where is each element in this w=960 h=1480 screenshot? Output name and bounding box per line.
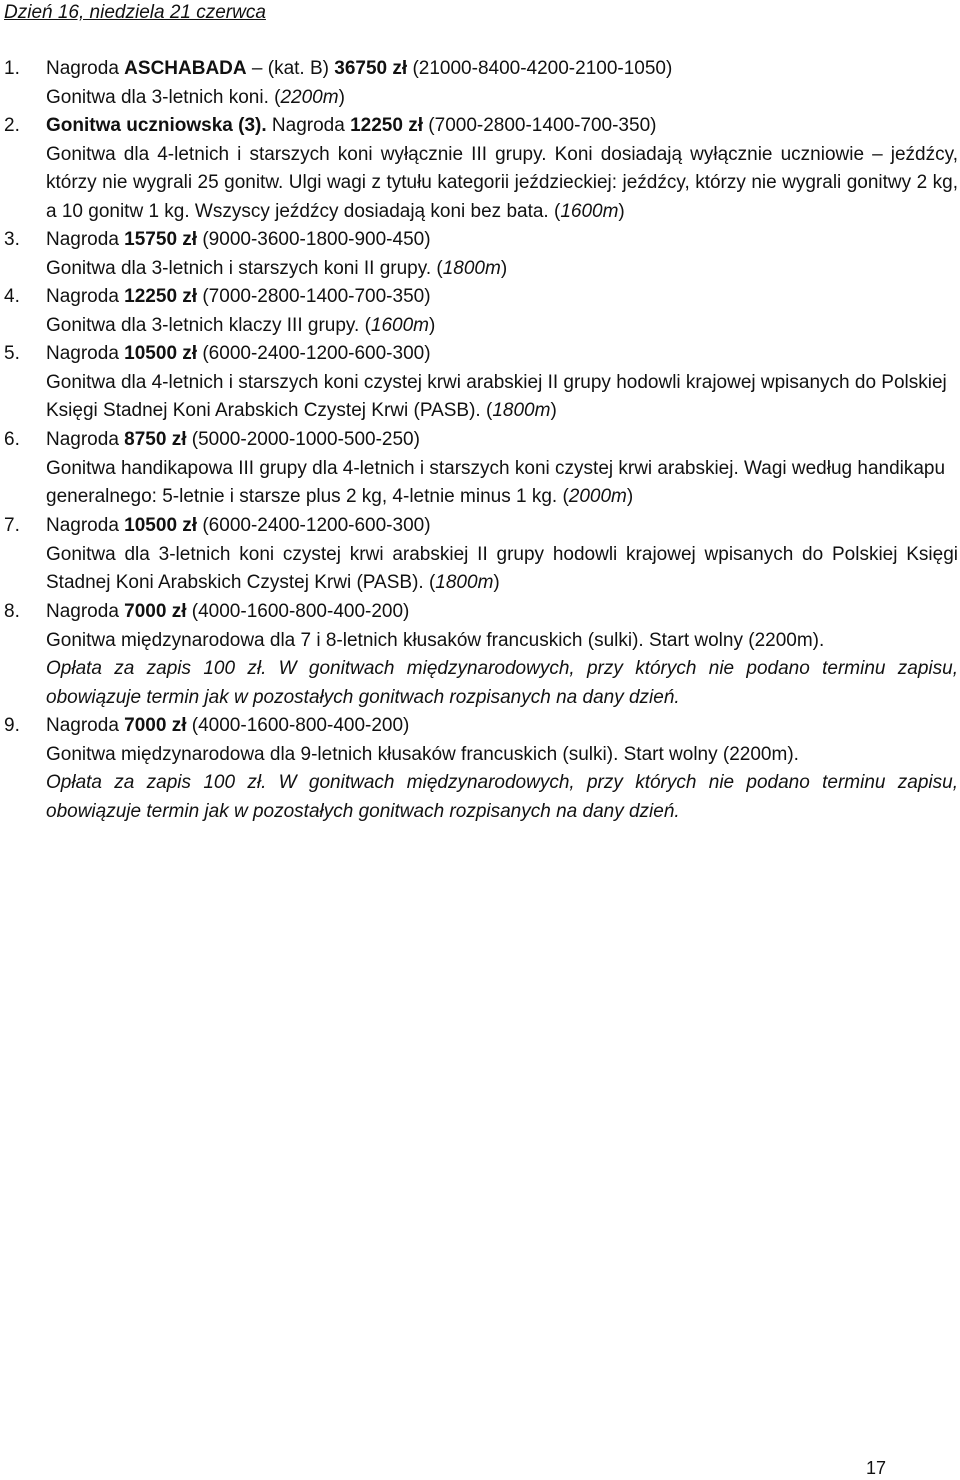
prize-split: (6000-2400-1200-600-300) [197, 515, 431, 536]
race-prize-line: Nagroda 8750 zł (5000-2000-1000-500-250) [46, 429, 420, 450]
prize-amount: 15750 zł [124, 229, 198, 250]
race-number: 5. [4, 343, 20, 364]
race-entry-3 [0, 226, 958, 283]
race-number: 8. [4, 601, 20, 622]
prize-split: (21000-8400-4200-2100-1050) [407, 58, 673, 79]
prize-split: (4000-1600-800-400-200) [186, 601, 410, 622]
day-heading: Dzień 16, niedziela 21 czerwca [4, 2, 266, 23]
race-entry-2 [0, 112, 958, 226]
prize-amount: 7000 zł [124, 601, 187, 622]
race-entry-4 [0, 283, 958, 340]
race-description: Gonitwa międzynarodowa dla 7 i 8-letnich kłusaków francuskich (sulki). Start wolny (2200m). [46, 629, 825, 651]
race-entry-5 [0, 340, 958, 426]
race-prize-line: Nagroda 10500 zł (6000-2400-1200-600-300) [46, 515, 431, 536]
race-entry-7 [0, 512, 958, 598]
prize-split: (4000-1600-800-400-200) [186, 715, 410, 736]
race-description: Gonitwa handikapowa III grupy dla 4-letnich i starszych koni czystej krwi arabskiej. Wagi według handikapu generalnego: 5-letnie i starsze plus 2 kg, 4-letnie minus 1 kg. (2000m) [46, 457, 946, 507]
race-description: Gonitwa międzynarodowa dla 9-letnich kłusaków francuskich (sulki). Start wolny (2200m). [46, 743, 799, 765]
race-entry-6 [0, 426, 958, 512]
prize-split: (5000-2000-1000-500-250) [186, 429, 420, 450]
race-distance: 2200m [280, 86, 339, 108]
prize-split: (6000-2400-1200-600-300) [197, 343, 431, 364]
race-prize-line: Gonitwa uczniowska (3). Nagroda 12250 zł (7000-2800-1400-700-350) [46, 115, 657, 136]
prize-amount: 12250 zł [124, 286, 198, 307]
entry-fee-note: Opłata za zapis 100 zł. W gonitwach międzynarodowych, przy których nie podano terminu zapisu, obowiązuje termin jak w pozostałych gonitwach rozpisanych na dany dzień. [46, 658, 958, 708]
race-prize-line: Nagroda 10500 zł (6000-2400-1200-600-300) [46, 343, 431, 364]
race-description: Gonitwa dla 3-letnich koni czystej krwi arabskiej II grupy hodowli krajowej wpisanych do Polskiej Księgi Stadnej Koni Arabskich Czystej Krwi (PASB). (1800m) [46, 543, 958, 593]
race-distance: 1800m [442, 257, 501, 279]
race-distance: 2000m [568, 486, 627, 507]
prize-amount: 10500 zł [124, 343, 198, 364]
race-number: 3. [4, 229, 20, 250]
race-description: Gonitwa dla 3-letnich klaczy III grupy. (1600m) [46, 314, 436, 336]
prize-split: (9000-3600-1800-900-450) [197, 229, 431, 250]
race-description: Gonitwa dla 3-letnich i starszych koni II grupy. (1800m) [46, 257, 508, 279]
entry-fee-note: Opłata za zapis 100 zł. W gonitwach międzynarodowych, przy których nie podano terminu zapisu, obowiązuje termin jak w pozostałych gonitwach rozpisanych na dany dzień. [46, 772, 958, 822]
race-description: Gonitwa dla 3-letnich koni. (2200m) [46, 86, 345, 108]
race-entry-9 [0, 712, 958, 826]
race-number: 7. [4, 515, 20, 536]
race-number: 1. [4, 58, 20, 79]
race-distance: 1600m [370, 314, 430, 336]
race-number: 6. [4, 429, 20, 450]
race-prize-line: Nagroda 12250 zł (7000-2800-1400-700-350) [46, 286, 431, 307]
prize-amount: 12250 zł [350, 115, 424, 136]
race-prize-line: Nagroda 7000 zł (4000-1600-800-400-200) [46, 715, 410, 736]
race-entry-1 [0, 55, 958, 112]
race-description: Gonitwa dla 4-letnich i starszych koni wyłącznie III grupy. Koni dosiadają wyłącznie uczniowie – jeźdźcy, którzy nie wygrali 25 gonitw. Ulgi wagi z tytułu kategorii jeździeckiej: jeźdźcy, którzy nie wygrali gonitwy 2 kg, a 10 gonitw 1 kg. Wszyscy jeźdźcy dosiadają koni bez bata. (1600m) [46, 143, 958, 222]
race-prize-line: Nagroda ASCHABADA – (kat. B) 36750 zł (21000-8400-4200-2100-1050) [46, 58, 673, 79]
prize-split: (7000-2800-1400-700-350) [423, 115, 657, 136]
prize-amount: 10500 zł [124, 515, 198, 536]
prize-amount: 7000 zł [124, 715, 187, 736]
race-description: Gonitwa dla 4-letnich i starszych koni czystej krwi arabskiej II grupy hodowli krajowej wpisanych do Polskiej Księgi Stadnej Koni Arabskich Czystej Krwi (PASB). (1800m) [46, 371, 947, 421]
prize-amount: 36750 zł [334, 58, 408, 79]
race-distance: 1800m [492, 400, 551, 421]
race-name: ASCHABADA [124, 58, 247, 79]
race-number: 4. [4, 286, 20, 307]
race-distance: 1600m [560, 200, 619, 222]
prize-amount: 8750 zł [124, 429, 187, 450]
race-entry-8 [0, 598, 958, 712]
race-number: 2. [4, 115, 20, 136]
race-distance: 1800m [435, 572, 494, 593]
prize-split: (7000-2800-1400-700-350) [197, 286, 431, 307]
race-prize-line: Nagroda 15750 zł (9000-3600-1800-900-450) [46, 229, 431, 250]
race-number: 9. [4, 715, 20, 736]
race-prize-line: Nagroda 7000 zł (4000-1600-800-400-200) [46, 601, 410, 622]
race-name: Gonitwa uczniowska (3). [46, 115, 267, 136]
page-number: 17 [866, 1458, 887, 1478]
